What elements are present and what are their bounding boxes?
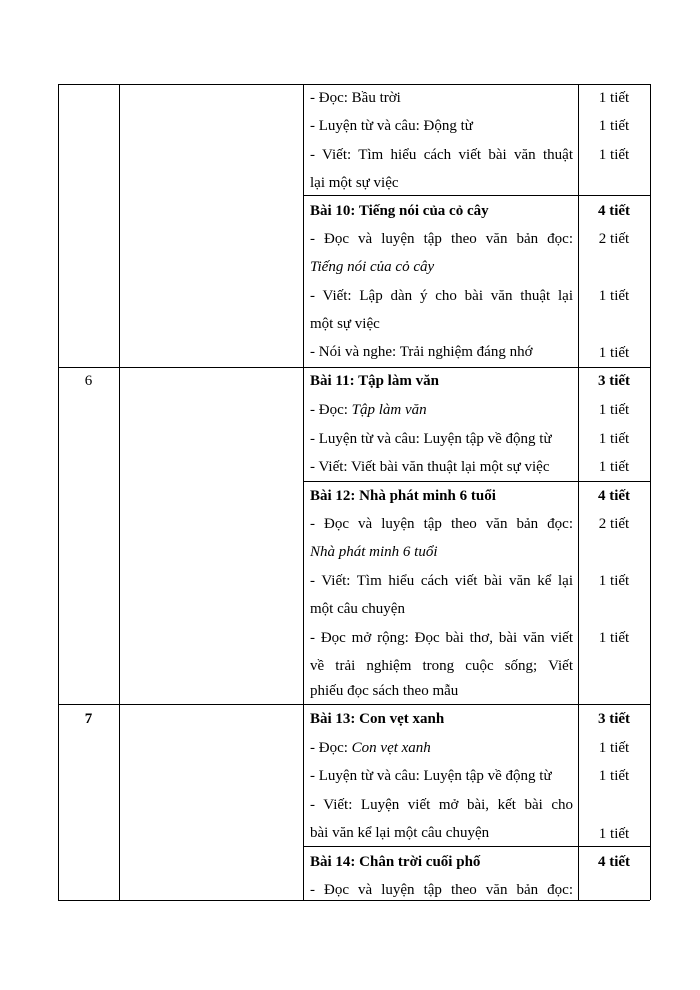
week-number: 6 [84, 373, 93, 389]
lesson-title: Bài 12: Nhà phát minh 6 tuổi [310, 488, 496, 504]
lesson-row-content: - Luyện từ và câu: Luyện tập về động từ [310, 768, 552, 784]
lesson-row-periods: 2 tiết [598, 516, 630, 532]
lesson-row-content: - Viết: Lập dàn ý cho bài văn thuật lại [310, 288, 573, 304]
lesson-row-content: - Viết: Viết bài văn thuật lại một sự việc [310, 459, 550, 475]
lesson-row-content: - Đọc: Bầu trời [310, 90, 401, 106]
table-border-right [650, 84, 651, 900]
lesson-total-periods: 3 tiết [597, 711, 631, 727]
lesson-title: Bài 14: Chân trời cuối phố [310, 854, 481, 870]
lesson-row-periods: 1 tiết [598, 431, 630, 447]
lesson-row-periods: 1 tiết [598, 147, 630, 163]
lesson-row-periods: 1 tiết [598, 573, 630, 589]
lesson-divider [303, 846, 650, 847]
lesson-row-periods: 1 tiết [598, 826, 630, 842]
lesson-row-content: - Đọc và luyện tập theo văn bản đọc: [310, 231, 573, 247]
lesson-row-content: Nhà phát minh 6 tuổi [310, 544, 438, 560]
lesson-row-periods: 1 tiết [598, 402, 630, 418]
lesson-row-periods: 1 tiết [598, 740, 630, 756]
lesson-row-content: - Viết: Tìm hiểu cách viết bài văn thuật [310, 147, 573, 163]
content-prefix: - Đọc: [310, 402, 352, 418]
lesson-row-content: một sự việc [310, 316, 380, 332]
content-prefix: - Đọc: [310, 740, 352, 756]
lesson-row-content: Tiếng nói của cỏ cây [310, 259, 435, 275]
week-divider [58, 704, 650, 705]
lesson-row-content: - Đọc mở rộng: Đọc bài thơ, bài văn viết [310, 630, 573, 646]
lesson-row-periods: 1 tiết [598, 768, 630, 784]
lesson-row-content: - Luyện từ và câu: Luyện tập về động từ [310, 431, 552, 447]
lesson-row-content [310, 400, 427, 420]
lesson-total-periods: 3 tiết [597, 373, 631, 389]
lesson-row-periods: 1 tiết [598, 90, 630, 106]
table-border-left [58, 84, 59, 900]
lesson-title: Bài 10: Tiếng nói của cỏ cây [310, 203, 489, 219]
lesson-row-content: phiếu đọc sách theo mẫu [310, 683, 459, 699]
lesson-row-periods: 1 tiết [598, 118, 630, 134]
lesson-total-periods: 4 tiết [597, 854, 631, 870]
lesson-row-content: bài văn kể lại một câu chuyện [310, 825, 490, 841]
table-border-bottom [58, 900, 650, 901]
lesson-row-content: - Nói và nghe: Trải nghiệm đáng nhớ [310, 344, 533, 360]
lesson-row-periods: 1 tiết [598, 459, 630, 475]
lesson-row-content: - Luyện từ và câu: Động từ [310, 118, 473, 134]
week-number: 7 [84, 711, 93, 727]
table-border-top [58, 84, 650, 85]
column-divider-week [119, 84, 120, 900]
lesson-title: Bài 13: Con vẹt xanh [310, 711, 445, 727]
column-divider-content [578, 84, 579, 900]
lesson-row-content: - Đọc và luyện tập theo văn bản đọc: [310, 516, 573, 532]
lesson-row-content: về trải nghiệm trong cuộc sống; Viết [310, 658, 573, 674]
column-divider-topic [303, 84, 304, 900]
reading-title: Con vẹt xanh [351, 740, 431, 756]
lesson-row-content: một câu chuyện [310, 601, 405, 617]
lesson-total-periods: 4 tiết [597, 488, 631, 504]
lesson-row-periods: 1 tiết [598, 288, 630, 304]
lesson-row-content [310, 738, 431, 758]
lesson-row-periods: 2 tiết [598, 231, 630, 247]
lesson-row-periods: 1 tiết [598, 630, 630, 646]
lesson-row-content: - Viết: Tìm hiểu cách viết bài văn kể lại [310, 573, 573, 589]
lesson-title: Bài 11: Tập làm văn [310, 373, 439, 389]
lesson-divider [303, 481, 650, 482]
lesson-row-content: - Viết: Luyện viết mở bài, kết bài cho [310, 797, 573, 813]
reading-title: Tập làm văn [351, 402, 427, 418]
lesson-divider [303, 195, 650, 196]
lesson-row-periods: 1 tiết [598, 345, 630, 361]
lesson-row-content: lại một sự việc [310, 175, 399, 191]
lesson-row-content: - Đọc và luyện tập theo văn bản đọc: [310, 882, 573, 898]
week-divider [58, 367, 650, 368]
lesson-total-periods: 4 tiết [597, 203, 631, 219]
